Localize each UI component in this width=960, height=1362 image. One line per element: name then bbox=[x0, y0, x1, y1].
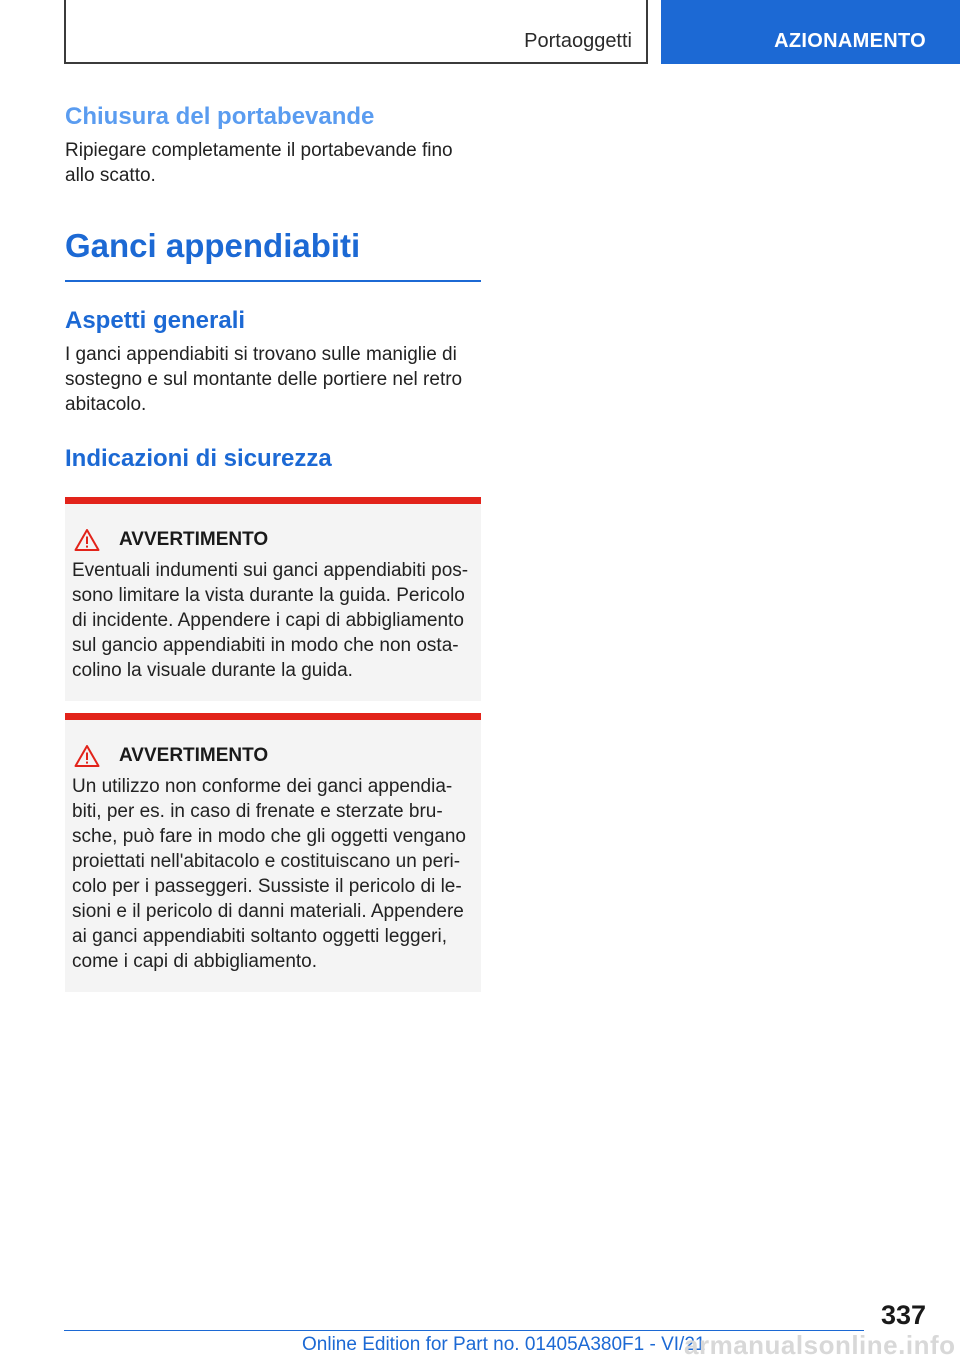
warning-header bbox=[72, 526, 471, 554]
footer-edition: Online Edition for Part no. 01405A380F1 - VI/21 bbox=[302, 1334, 706, 1355]
header-section-box bbox=[64, 0, 648, 64]
watermark: armanualsonline.info bbox=[684, 1330, 956, 1360]
main-heading: Ganci appendiabiti bbox=[65, 224, 481, 282]
warning-text: Eventuali indumenti sui ganci appendiabiti possono limitare la vista durante la guida. Pericolo di incidente. Appendere i capi di abbigliamento sul gancio appendiabiti in modo che non ostacolino la visuale durante la guida. bbox=[72, 560, 469, 681]
warning-box bbox=[65, 497, 481, 701]
closing-heading: Chiusura del portabevande bbox=[65, 103, 375, 130]
warning-triangle-icon bbox=[74, 744, 100, 768]
page-number: 337 bbox=[880, 1300, 926, 1330]
warning-triangle-icon bbox=[74, 528, 100, 552]
page-content bbox=[65, 100, 481, 992]
safety-heading: Indicazioni di sicurezza bbox=[65, 445, 332, 472]
warning-header bbox=[72, 742, 471, 770]
warning-title: AVVERTIMENTO bbox=[119, 745, 269, 766]
warning-box bbox=[65, 713, 481, 992]
general-text: I ganci appendiabiti si trovano sulle maniglie di sostegno e sul montante delle portiere nel retro abitacolo. bbox=[65, 344, 463, 415]
section-title: Portaoggetti bbox=[524, 30, 632, 52]
chapter-tab-label: AZIONAMENTO bbox=[774, 30, 926, 52]
warning-title: AVVERTIMENTO bbox=[119, 529, 269, 550]
warning-text: Un utilizzo non conforme dei ganci appendiabiti, per es. in caso di frenate e sterzate brusche, può fare in modo che gli oggetti vengano proiettati nell'abitacolo e costituiscano un pericolo per i passeggeri. Sussiste il pericolo di lesioni e il pericolo di danni materiali. Appendere ai ganci appendiabiti soltanto oggetti leggeri, come i capi di abbigliamento. bbox=[72, 776, 466, 972]
closing-text: Ripiegare completamente il portabevande fino allo scatto. bbox=[65, 140, 453, 186]
chapter-tab[interactable] bbox=[661, 0, 960, 64]
general-heading: Aspetti generali bbox=[65, 307, 246, 334]
